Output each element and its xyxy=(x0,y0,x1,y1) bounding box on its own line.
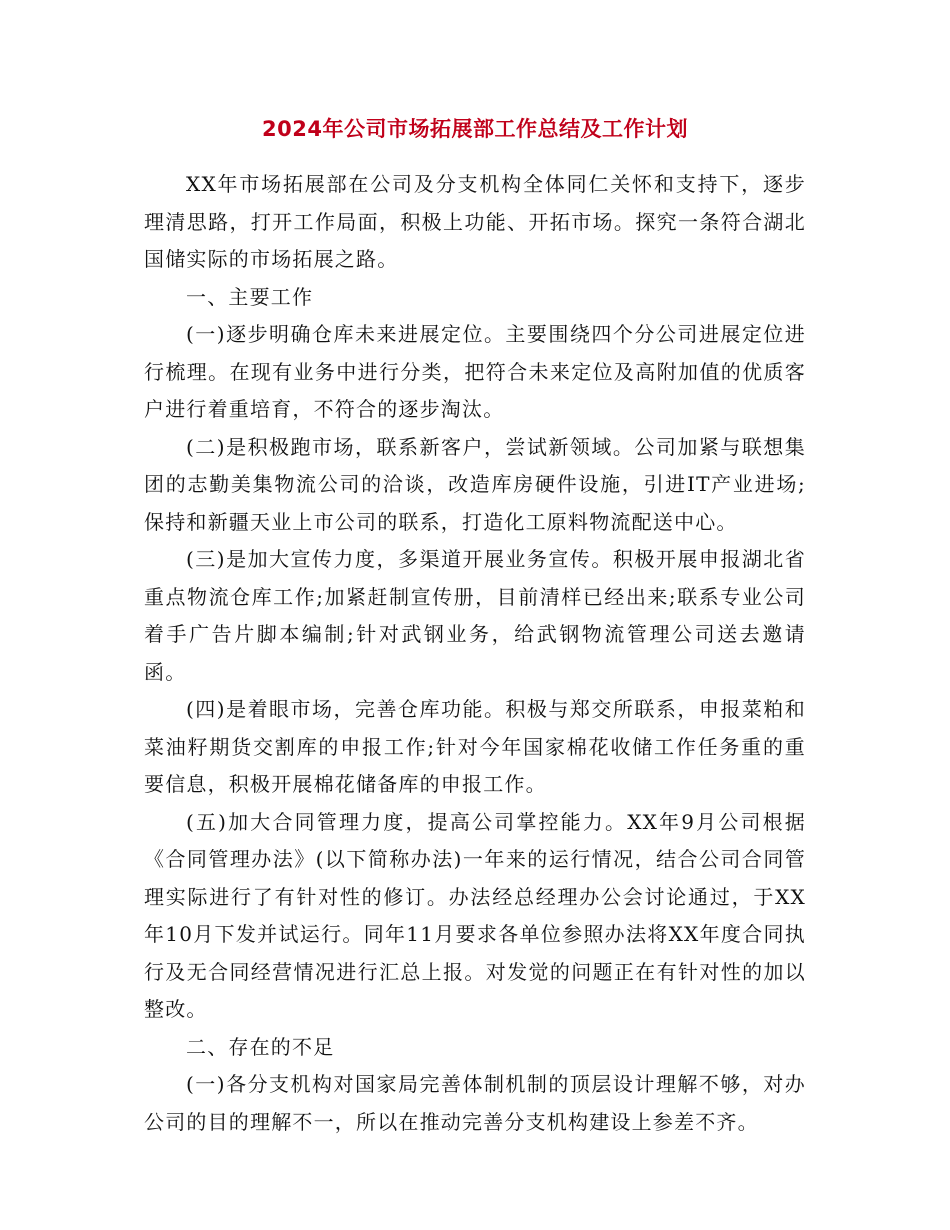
main-work-item-3: (三)是加大宣传力度，多渠道开展业务宣传。积极开展申报湖北省重点物流仓库工作;加紧赶制宣传册，目前清样已经出来;联系专业公司着手广告片脚本编制;针对武钢业务，给武钢物流管理公司送去邀请函。 xyxy=(144,547,806,684)
main-work-item-1: (一)逐步明确仓库未来进展定位。主要围绕四个分公司进展定位进行梳理。在现有业务中进行分类，把符合未来定位及高附加值的优质客户进行着重培育，不符合的逐步淘汰。 xyxy=(144,322,806,421)
main-work-item-4: (四)是着眼市场，完善仓库功能。积极与郑交所联系，申报菜粕和菜油籽期货交割库的申报工作;针对今年国家棉花收储工作任务重的重要信息，积极开展棉花储备库的申报工作。 xyxy=(144,697,806,796)
intro-paragraph: XX年市场拓展部在公司及分支机构全体同仁关怀和支持下，逐步理清思路，打开工作局面，积极上功能、开拓市场。探究一条符合湖北国储实际的市场拓展之路。 xyxy=(144,172,806,271)
section-heading-main-work: 一、主要工作 xyxy=(186,284,314,309)
document-title: 2024年公司市场拓展部工作总结及工作计划 xyxy=(262,117,688,141)
main-work-item-2: (二)是积极跑市场，联系新客户，尝试新领域。公司加紧与联想集团的志勤美集物流公司的洽谈，改造库房硬件设施，引进IT产业进场;保持和新疆天业上市公司的联系，打造化工原料物流配送中心。 xyxy=(144,434,806,534)
section-heading-shortcomings: 二、存在的不足 xyxy=(186,1034,335,1059)
main-work-item-5: (五)加大合同管理力度，提高公司掌控能力。XX年9月公司根据《合同管理办法》(以下简称办法)一年来的运行情况，结合公司合同管理实际进行了有针对性的修订。办法经总经理办公会讨论通过，于XX年10月下发并试运行。同年11月要求各单位参照办法将XX年度合同执行及无合同经营情况进行汇总上报。对发觉的问题正在有针对性的加以整改。 xyxy=(144,809,806,1021)
shortcoming-item-1: (一)各分支机构对国家局完善体制机制的顶层设计理解不够，对办公司的目的理解不一，所以在推动完善分支机构建设上参差不齐。 xyxy=(144,1072,806,1134)
